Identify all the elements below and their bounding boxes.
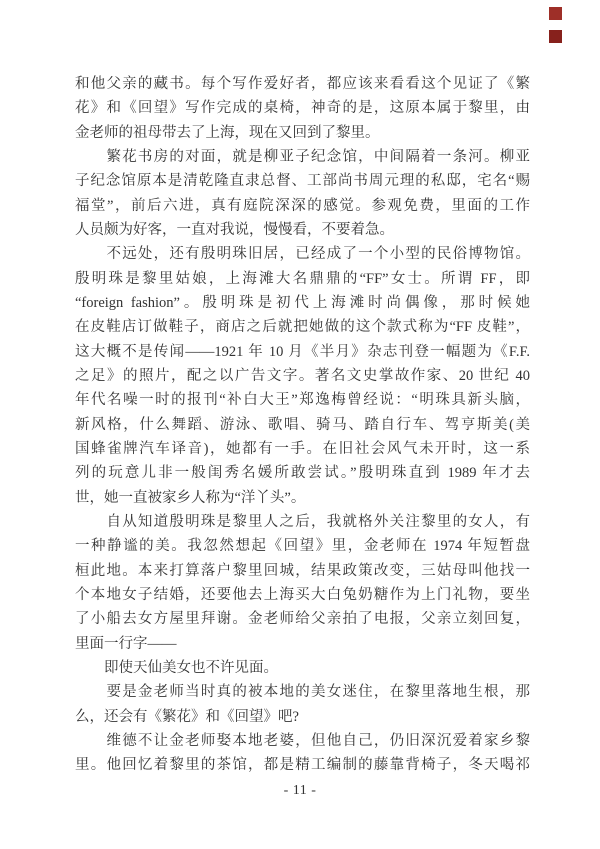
text-line: 人员颇为好客，一直对我说，慢慢看，不要着急。	[75, 221, 394, 238]
text-line: 维德不让金老师娶本地老婆，但他自己，仍旧深沉爱着家乡黎	[75, 732, 530, 749]
text-line: 殷明珠是黎里姑娘，上海滩大名鼎鼎的“FF”女士。所谓 FF，即	[75, 270, 530, 287]
text-line: 么，还会有《繁花》和《回望》吧?	[75, 708, 299, 725]
text-line: 年代名噪一时的报刊“补白大王”郑逸梅曾经说：“明珠具新头脑，	[75, 392, 530, 409]
page-number: - 11 -	[283, 783, 317, 798]
text-line: 新风格，什么舞蹈、游泳、歌唱、骑马、踏自行车、驾亨斯美(美	[75, 416, 530, 433]
text-line: 这大概不是传闻——1921 年 10 月《半月》杂志刊登一幅题为《F.F.	[75, 343, 530, 360]
text-line: 金老师的祖母带去了上海，现在又回到了黎里。	[75, 124, 380, 141]
text-line: “foreign fashion”。殷明珠是初代上海滩时尚偶像，那时候她	[75, 294, 530, 311]
text-line: 一种静谧的美。我忽然想起《回望》里，金老师在 1974 年短暂盘	[75, 538, 530, 555]
red-stamp-mark	[549, 7, 562, 20]
text-line: 世，她一直被家乡人称为“洋丫头”。	[75, 489, 306, 506]
text-line: 在皮鞋店订做鞋子，商店之后就把她做的这个款式称为“FF 皮鞋”，	[75, 319, 530, 336]
text-line: 之足》的照片，配之以广告文字。著名文史掌故作家、20 世纪 40	[75, 367, 530, 384]
text-line: 要是金老师当时真的被本地的美女迷住，在黎里落地生根，那	[75, 684, 530, 701]
text-line: 列的玩意儿非一般闺秀名媛所敢尝试。”殷明珠直到 1989 年才去	[75, 465, 530, 482]
text-line: 繁花书房的对面，就是柳亚子纪念馆，中间隔着一条河。柳亚	[75, 148, 530, 165]
text-line: 福堂”，前后六进，真有庭院深深的感觉。参观免费，里面的工作	[75, 197, 530, 214]
text-line: 自从知道殷明珠是黎里人之后，我就格外关注黎里的女人，有	[75, 513, 530, 530]
text-line: 子纪念馆原本是清乾隆直隶总督、工部尚书周元理的私邸，宅名“赐	[75, 173, 530, 190]
text-line: 桓此地。本来打算落户黎里回城，结果政策改变，三姑母叫他找一	[75, 562, 530, 579]
text-line: 里。他回忆着黎里的茶馆，都是精工编制的藤靠背椅子，冬天喝祁	[75, 757, 530, 774]
text-line: 不远处，还有殷明珠旧居，已经成了一个小型的民俗博物馆。	[75, 246, 530, 263]
text-line: 花》和《回望》写作完成的桌椅，神奇的是，这原本属于黎里，由	[75, 100, 530, 117]
text-line: 国蜂雀牌汽车译音)，她都有一手。在旧社会风气未开时，这一系	[75, 440, 530, 457]
red-stamp-mark	[549, 30, 562, 43]
text-line: 即使天仙美女也不许见面。	[75, 659, 278, 676]
text-line: 了小船去女方屋里拜谢。金老师给父亲拍了电报，父亲立刻回复，	[75, 611, 530, 628]
body-text	[75, 72, 530, 778]
text-line: 里面一行字——	[75, 635, 177, 652]
text-line: 个本地女子结婚，还要他去上海买大白兔奶糖作为上门礼物，要坐	[75, 586, 530, 603]
text-line: 和他父亲的藏书。每个写作爱好者，都应该来看看这个见证了《繁	[75, 76, 530, 92]
